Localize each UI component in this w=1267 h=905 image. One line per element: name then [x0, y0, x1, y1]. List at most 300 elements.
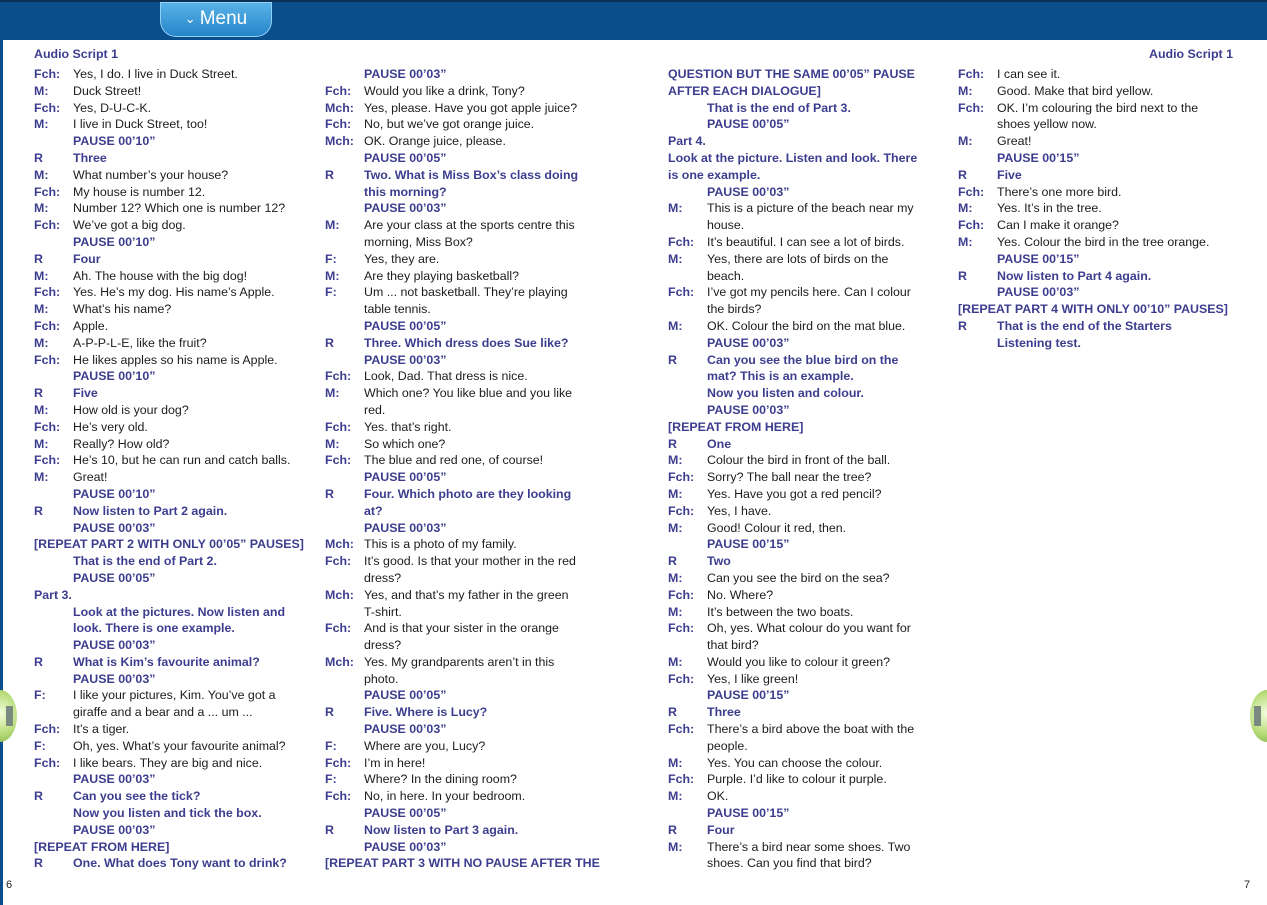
speaker-label: [34, 368, 73, 385]
script-line: [958, 200, 1258, 217]
speaker-label: F:: [34, 688, 46, 703]
speaker-label: M:: [325, 268, 340, 283]
line-text: mat? This is an example.: [707, 369, 854, 384]
line-text: I live in Duck Street, too!: [73, 117, 208, 132]
speaker-label: [325, 184, 364, 201]
script-line: [668, 687, 956, 704]
script-line: [668, 620, 956, 637]
script-line: [325, 620, 625, 637]
speaker-label: Fch:: [34, 100, 61, 115]
line-text: I like your pictures, Kim. You’ve got a: [73, 688, 276, 703]
script-line: [325, 654, 625, 671]
speaker-label: M:: [668, 520, 683, 535]
speaker-label: Fch:: [325, 453, 352, 468]
speaker-label: R: [34, 789, 43, 804]
next-page-button[interactable]: [1250, 690, 1267, 742]
script-line: [34, 284, 324, 301]
speaker-label: M:: [668, 201, 683, 216]
speaker-label: Fch:: [34, 755, 61, 770]
script-line: [34, 217, 324, 234]
script-line: [325, 805, 625, 822]
line-text: One: [707, 436, 732, 451]
line-text: OK. I’m colouring the bird next to the: [997, 100, 1199, 115]
line-text: PAUSE 00’10”: [73, 234, 156, 249]
next-arrow-icon: [1254, 706, 1261, 726]
line-text: Really? How old?: [73, 436, 170, 451]
script-line: [958, 268, 1258, 285]
line-text: [REPEAT PART 4 WITH ONLY 00’10” PAUSES]: [958, 302, 1228, 317]
line-text: No. Where?: [707, 587, 774, 602]
speaker-label: [34, 620, 73, 637]
speaker-label: M:: [958, 201, 973, 216]
script-line: [34, 436, 324, 453]
speaker-label: Fch:: [34, 453, 61, 468]
speaker-label: R: [958, 167, 967, 182]
line-text: Five: [997, 167, 1022, 182]
line-text: dress?: [364, 570, 402, 585]
script-line: [34, 116, 324, 133]
speaker-label: R: [34, 386, 43, 401]
script-line: [668, 251, 956, 268]
line-text: This is a picture of the beach near my: [707, 201, 914, 216]
speaker-label: Mch:: [325, 100, 354, 115]
speaker-label: R: [325, 335, 334, 350]
speaker-label: M:: [34, 83, 49, 98]
line-text: PAUSE 00’10”: [73, 369, 156, 384]
line-text: Look at the pictures. Now listen and: [73, 604, 286, 619]
script-line: [325, 217, 625, 234]
speaker-label: [34, 771, 73, 788]
script-line: [668, 150, 956, 167]
speaker-label: [668, 217, 707, 234]
speaker-label: [668, 335, 707, 352]
script-column-1: [34, 66, 324, 872]
script-line: [668, 83, 956, 100]
speaker-label: M:: [668, 486, 683, 501]
speaker-label: Fch:: [34, 722, 61, 737]
line-text: red.: [364, 402, 386, 417]
line-text: And is that your sister in the orange: [364, 621, 559, 636]
line-text: AFTER EACH DIALOGUE]: [668, 83, 821, 98]
script-line: [668, 637, 956, 654]
script-line: [325, 704, 625, 721]
line-text: Yes, they are.: [364, 251, 440, 266]
speaker-label: [325, 469, 364, 486]
line-text: [REPEAT FROM HERE]: [34, 839, 170, 854]
speaker-label: M:: [668, 251, 683, 266]
speaker-label: M:: [34, 201, 49, 216]
speaker-label: Fch:: [325, 621, 352, 636]
speaker-label: M:: [668, 755, 683, 770]
script-line: [668, 352, 956, 369]
line-text: Now listen to Part 2 again.: [73, 503, 228, 518]
script-line: [34, 587, 324, 604]
speaker-label: R: [668, 705, 677, 720]
speaker-label: Mch:: [325, 654, 354, 669]
script-line: [958, 116, 1258, 133]
speaker-label: [325, 234, 364, 251]
script-line: [668, 771, 956, 788]
script-line: [34, 385, 324, 402]
line-text: this morning?: [364, 184, 447, 199]
speaker-label: R: [668, 822, 677, 837]
previous-page-button[interactable]: [0, 690, 17, 742]
line-text: PAUSE 00’03”: [73, 671, 156, 686]
script-line: [668, 368, 956, 385]
line-text: Sorry? The ball near the tree?: [707, 470, 872, 485]
script-line: [34, 133, 324, 150]
script-line: [958, 100, 1258, 117]
script-line: [325, 352, 625, 369]
line-text: I’ve got my pencils here. Can I colour: [707, 285, 911, 300]
line-text: Purple. I’d like to colour it purple.: [707, 772, 887, 787]
speaker-label: Fch:: [325, 117, 352, 132]
speaker-label: Fch:: [668, 470, 695, 485]
script-line: [34, 200, 324, 217]
speaker-label: Fch:: [958, 184, 985, 199]
line-text: A-P-P-L-E, like the fruit?: [73, 335, 207, 350]
speaker-label: [325, 503, 364, 520]
script-line: [668, 268, 956, 285]
speaker-label: Fch:: [668, 587, 695, 602]
line-text: That is the end of the Starters: [997, 318, 1172, 333]
line-text: It’s a tiger.: [73, 722, 130, 737]
script-line: [325, 771, 625, 788]
speaker-label: F:: [325, 251, 337, 266]
line-text: T-shirt.: [364, 604, 402, 619]
line-text: What is Kim’s favourite animal?: [73, 654, 260, 669]
line-text: Are your class at the sports centre this: [364, 218, 575, 233]
speaker-label: R: [958, 318, 967, 333]
script-line: [34, 503, 324, 520]
script-line: [325, 167, 625, 184]
speaker-label: Fch:: [668, 285, 695, 300]
line-text: Great!: [73, 470, 108, 485]
script-line: [668, 335, 956, 352]
script-line: [34, 755, 324, 772]
speaker-label: Fch:: [958, 100, 985, 115]
speaker-label: [668, 301, 707, 318]
speaker-label: [668, 268, 707, 285]
script-line: [34, 402, 324, 419]
line-text: There’s a bird near some shoes. Two: [707, 839, 911, 854]
script-line: [325, 419, 625, 436]
line-text: Five: [73, 386, 98, 401]
speaker-label: Fch:: [34, 67, 61, 81]
line-text: Three: [707, 705, 741, 720]
script-line: [668, 419, 956, 436]
speaker-label: Fch:: [668, 722, 695, 737]
script-line: [34, 704, 324, 721]
line-text: I can see it.: [997, 67, 1061, 81]
line-text: PAUSE 00’05”: [364, 318, 447, 333]
speaker-label: Fch:: [958, 218, 985, 233]
script-line: [325, 553, 625, 570]
script-line: [668, 704, 956, 721]
speaker-label: Fch:: [668, 772, 695, 787]
line-text: It’s between the two boats.: [707, 604, 854, 619]
script-line: [34, 234, 324, 251]
script-line: [668, 385, 956, 402]
speaker-label: Mch:: [325, 537, 354, 552]
script-line: [668, 755, 956, 772]
chevron-down-icon: ⌄: [184, 11, 196, 26]
speaker-label: [34, 822, 73, 839]
line-text: Now you listen and colour.: [707, 386, 864, 401]
script-line: [34, 150, 324, 167]
speaker-label: [34, 604, 73, 621]
script-line: [34, 368, 324, 385]
line-text: Yes, there are lots of birds on the: [707, 251, 889, 266]
script-line: [668, 855, 956, 872]
script-line: [325, 687, 625, 704]
speaker-label: [325, 66, 364, 83]
line-text: Two: [707, 554, 731, 569]
speaker-label: [34, 520, 73, 537]
script-line: [668, 100, 956, 117]
speaker-label: [325, 839, 364, 856]
line-text: Three: [73, 150, 107, 165]
script-line: [325, 604, 625, 621]
line-text: Would you like a drink, Tony?: [364, 83, 525, 98]
script-line: [325, 570, 625, 587]
page-header-left: Audio Script 1: [34, 47, 118, 61]
speaker-label: M:: [668, 604, 683, 619]
script-line: [958, 167, 1258, 184]
script-line: [34, 570, 324, 587]
line-text: Now listen to Part 4 again.: [997, 268, 1152, 283]
line-text: [REPEAT PART 3 WITH NO PAUSE AFTER THE: [325, 856, 600, 871]
line-text: Yes. You can choose the colour.: [707, 755, 883, 770]
line-text: OK. Colour the bird on the mat blue.: [707, 318, 906, 333]
left-page-edge: [0, 40, 3, 905]
line-text: PAUSE 00’03”: [707, 402, 790, 417]
speaker-label: R: [325, 486, 334, 501]
speaker-label: [958, 284, 997, 301]
speaker-label: M:: [668, 789, 683, 804]
speaker-label: [668, 368, 707, 385]
speaker-label: [325, 150, 364, 167]
speaker-label: [958, 335, 997, 352]
script-line: [325, 150, 625, 167]
line-text: PAUSE 00’03”: [73, 822, 156, 837]
script-line: [325, 402, 625, 419]
line-text: Yes. It’s in the tree.: [997, 201, 1102, 216]
line-text: That is the end of Part 3.: [707, 100, 851, 115]
line-text: beach.: [707, 268, 745, 283]
line-text: PAUSE 00’15”: [997, 150, 1080, 165]
line-text: Good. Make that bird yellow.: [997, 83, 1154, 98]
script-line: [34, 520, 324, 537]
line-text: This is a photo of my family.: [364, 537, 517, 552]
speaker-label: F:: [34, 738, 46, 753]
line-text: Five. Where is Lucy?: [364, 705, 488, 720]
speaker-label: M:: [34, 268, 49, 283]
previous-arrow-icon: [6, 706, 13, 726]
speaker-label: R: [325, 705, 334, 720]
script-line: [325, 436, 625, 453]
line-text: Listening test.: [997, 335, 1081, 350]
script-line: [958, 217, 1258, 234]
line-text: is one example.: [668, 167, 761, 182]
line-text: PAUSE 00’05”: [364, 150, 447, 165]
speaker-label: Fch:: [668, 503, 695, 518]
script-line: [325, 100, 625, 117]
line-text: PAUSE 00’03”: [73, 772, 156, 787]
speaker-label: [325, 318, 364, 335]
line-text: Where? In the dining room?: [364, 772, 517, 787]
line-text: Can I make it orange?: [997, 218, 1119, 233]
line-text: Yes. Colour the bird in the tree orange.: [997, 234, 1210, 249]
speaker-label: R: [958, 268, 967, 283]
script-line: [325, 301, 625, 318]
script-line: [34, 721, 324, 738]
line-text: Where are you, Lucy?: [364, 738, 486, 753]
speaker-label: [668, 637, 707, 654]
script-column-3: [668, 66, 956, 872]
line-text: Yes, and that’s my father in the green: [364, 587, 569, 602]
line-text: Four. Which photo are they looking: [364, 486, 572, 501]
script-line: [668, 587, 956, 604]
speaker-label: [668, 738, 707, 755]
speaker-label: M:: [668, 453, 683, 468]
line-text: PAUSE 00’03”: [364, 201, 447, 216]
line-text: PAUSE 00’03”: [364, 839, 447, 854]
speaker-label: Fch:: [34, 184, 61, 199]
line-text: Yes. He’s my dog. His name’s Apple.: [73, 285, 275, 300]
script-line: [34, 469, 324, 486]
script-line: [34, 654, 324, 671]
speaker-label: M:: [958, 134, 973, 149]
line-text: dress?: [364, 638, 402, 653]
line-text: PAUSE 00’03”: [997, 285, 1080, 300]
line-text: Good! Colour it red, then.: [707, 520, 847, 535]
script-line: [34, 486, 324, 503]
script-line: [34, 805, 324, 822]
speaker-label: [325, 200, 364, 217]
script-line: [325, 184, 625, 201]
line-text: Now you listen and tick the box.: [73, 806, 262, 821]
line-text: Yes, I have.: [707, 503, 772, 518]
speaker-label: [34, 637, 73, 654]
script-line: [668, 402, 956, 419]
script-line: [958, 335, 1258, 352]
script-line: [958, 184, 1258, 201]
line-text: OK. Orange juice, please.: [364, 134, 506, 149]
speaker-label: Fch:: [668, 671, 695, 686]
line-text: at?: [364, 503, 383, 518]
script-line: [668, 553, 956, 570]
speaker-label: [668, 805, 707, 822]
script-line: [325, 251, 625, 268]
speaker-label: [668, 687, 707, 704]
speaker-label: [34, 570, 73, 587]
script-line: [325, 721, 625, 738]
script-line: [668, 822, 956, 839]
speaker-label: M:: [34, 402, 49, 417]
script-line: [34, 66, 324, 83]
speaker-label: R: [34, 503, 43, 518]
line-text: QUESTION BUT THE SAME 00’05” PAUSE: [668, 67, 915, 81]
line-text: It’s beautiful. I can see a lot of birds.: [707, 234, 905, 249]
speaker-label: [325, 570, 364, 587]
script-line: [34, 839, 324, 856]
script-line: [325, 671, 625, 688]
line-text: Which one? You like blue and you like: [364, 386, 573, 401]
speaker-label: R: [668, 554, 677, 569]
script-line: [958, 66, 1258, 83]
line-text: He’s very old.: [73, 419, 148, 434]
line-text: PAUSE 00’03”: [364, 520, 447, 535]
speaker-label: M:: [34, 302, 49, 317]
line-text: There’s one more bird.: [997, 184, 1122, 199]
speaker-label: Mch:: [325, 134, 354, 149]
speaker-label: [34, 805, 73, 822]
line-text: PAUSE 00’10”: [73, 134, 156, 149]
line-text: He likes apples so his name is Apple.: [73, 352, 278, 367]
script-line: [668, 721, 956, 738]
script-line: [34, 452, 324, 469]
line-text: PAUSE 00’05”: [364, 688, 447, 703]
speaker-label: [325, 721, 364, 738]
script-line: [668, 133, 956, 150]
page-number-left: 6: [6, 879, 13, 891]
line-text: Can you see the blue bird on the: [707, 352, 899, 367]
script-line: [325, 268, 625, 285]
menu-button-label: Menu: [199, 8, 248, 29]
speaker-label: Fch:: [958, 67, 985, 81]
line-text: [REPEAT FROM HERE]: [668, 419, 804, 434]
script-line: [325, 637, 625, 654]
script-line: [34, 671, 324, 688]
speaker-label: [325, 687, 364, 704]
page-number-right: 7: [1244, 879, 1251, 891]
script-line: [34, 83, 324, 100]
speaker-label: Fch:: [668, 621, 695, 636]
script-line: [668, 452, 956, 469]
menu-button[interactable]: [160, 2, 272, 37]
line-text: that bird?: [707, 638, 759, 653]
line-text: shoes. Can you find that bird?: [707, 856, 872, 871]
speaker-label: Fch:: [34, 419, 61, 434]
script-line: [668, 234, 956, 251]
line-text: PAUSE 00’05”: [73, 570, 156, 585]
script-line: [668, 200, 956, 217]
line-text: I like bears. They are big and nice.: [73, 755, 263, 770]
line-text: Oh, yes. What’s your favourite animal?: [73, 738, 286, 753]
line-text: One. What does Tony want to drink?: [73, 856, 287, 871]
script-line: [668, 839, 956, 856]
script-line: [668, 436, 956, 453]
script-line: [958, 251, 1258, 268]
speaker-label: R: [34, 856, 43, 871]
speaker-label: [325, 805, 364, 822]
line-text: No, in here. In your bedroom.: [364, 789, 526, 804]
speaker-label: Fch:: [34, 285, 61, 300]
script-line: [668, 520, 956, 537]
line-text: That is the end of Part 2.: [73, 554, 217, 569]
script-line: [34, 822, 324, 839]
line-text: PAUSE 00’05”: [364, 470, 447, 485]
line-text: giraffe and a bear and a ... um ...: [73, 705, 253, 720]
speaker-label: [668, 536, 707, 553]
script-line: [958, 133, 1258, 150]
speaker-label: Fch:: [668, 234, 695, 249]
script-line: [668, 671, 956, 688]
speaker-label: M:: [325, 436, 340, 451]
speaker-label: [958, 251, 997, 268]
line-text: morning, Miss Box?: [364, 234, 473, 249]
